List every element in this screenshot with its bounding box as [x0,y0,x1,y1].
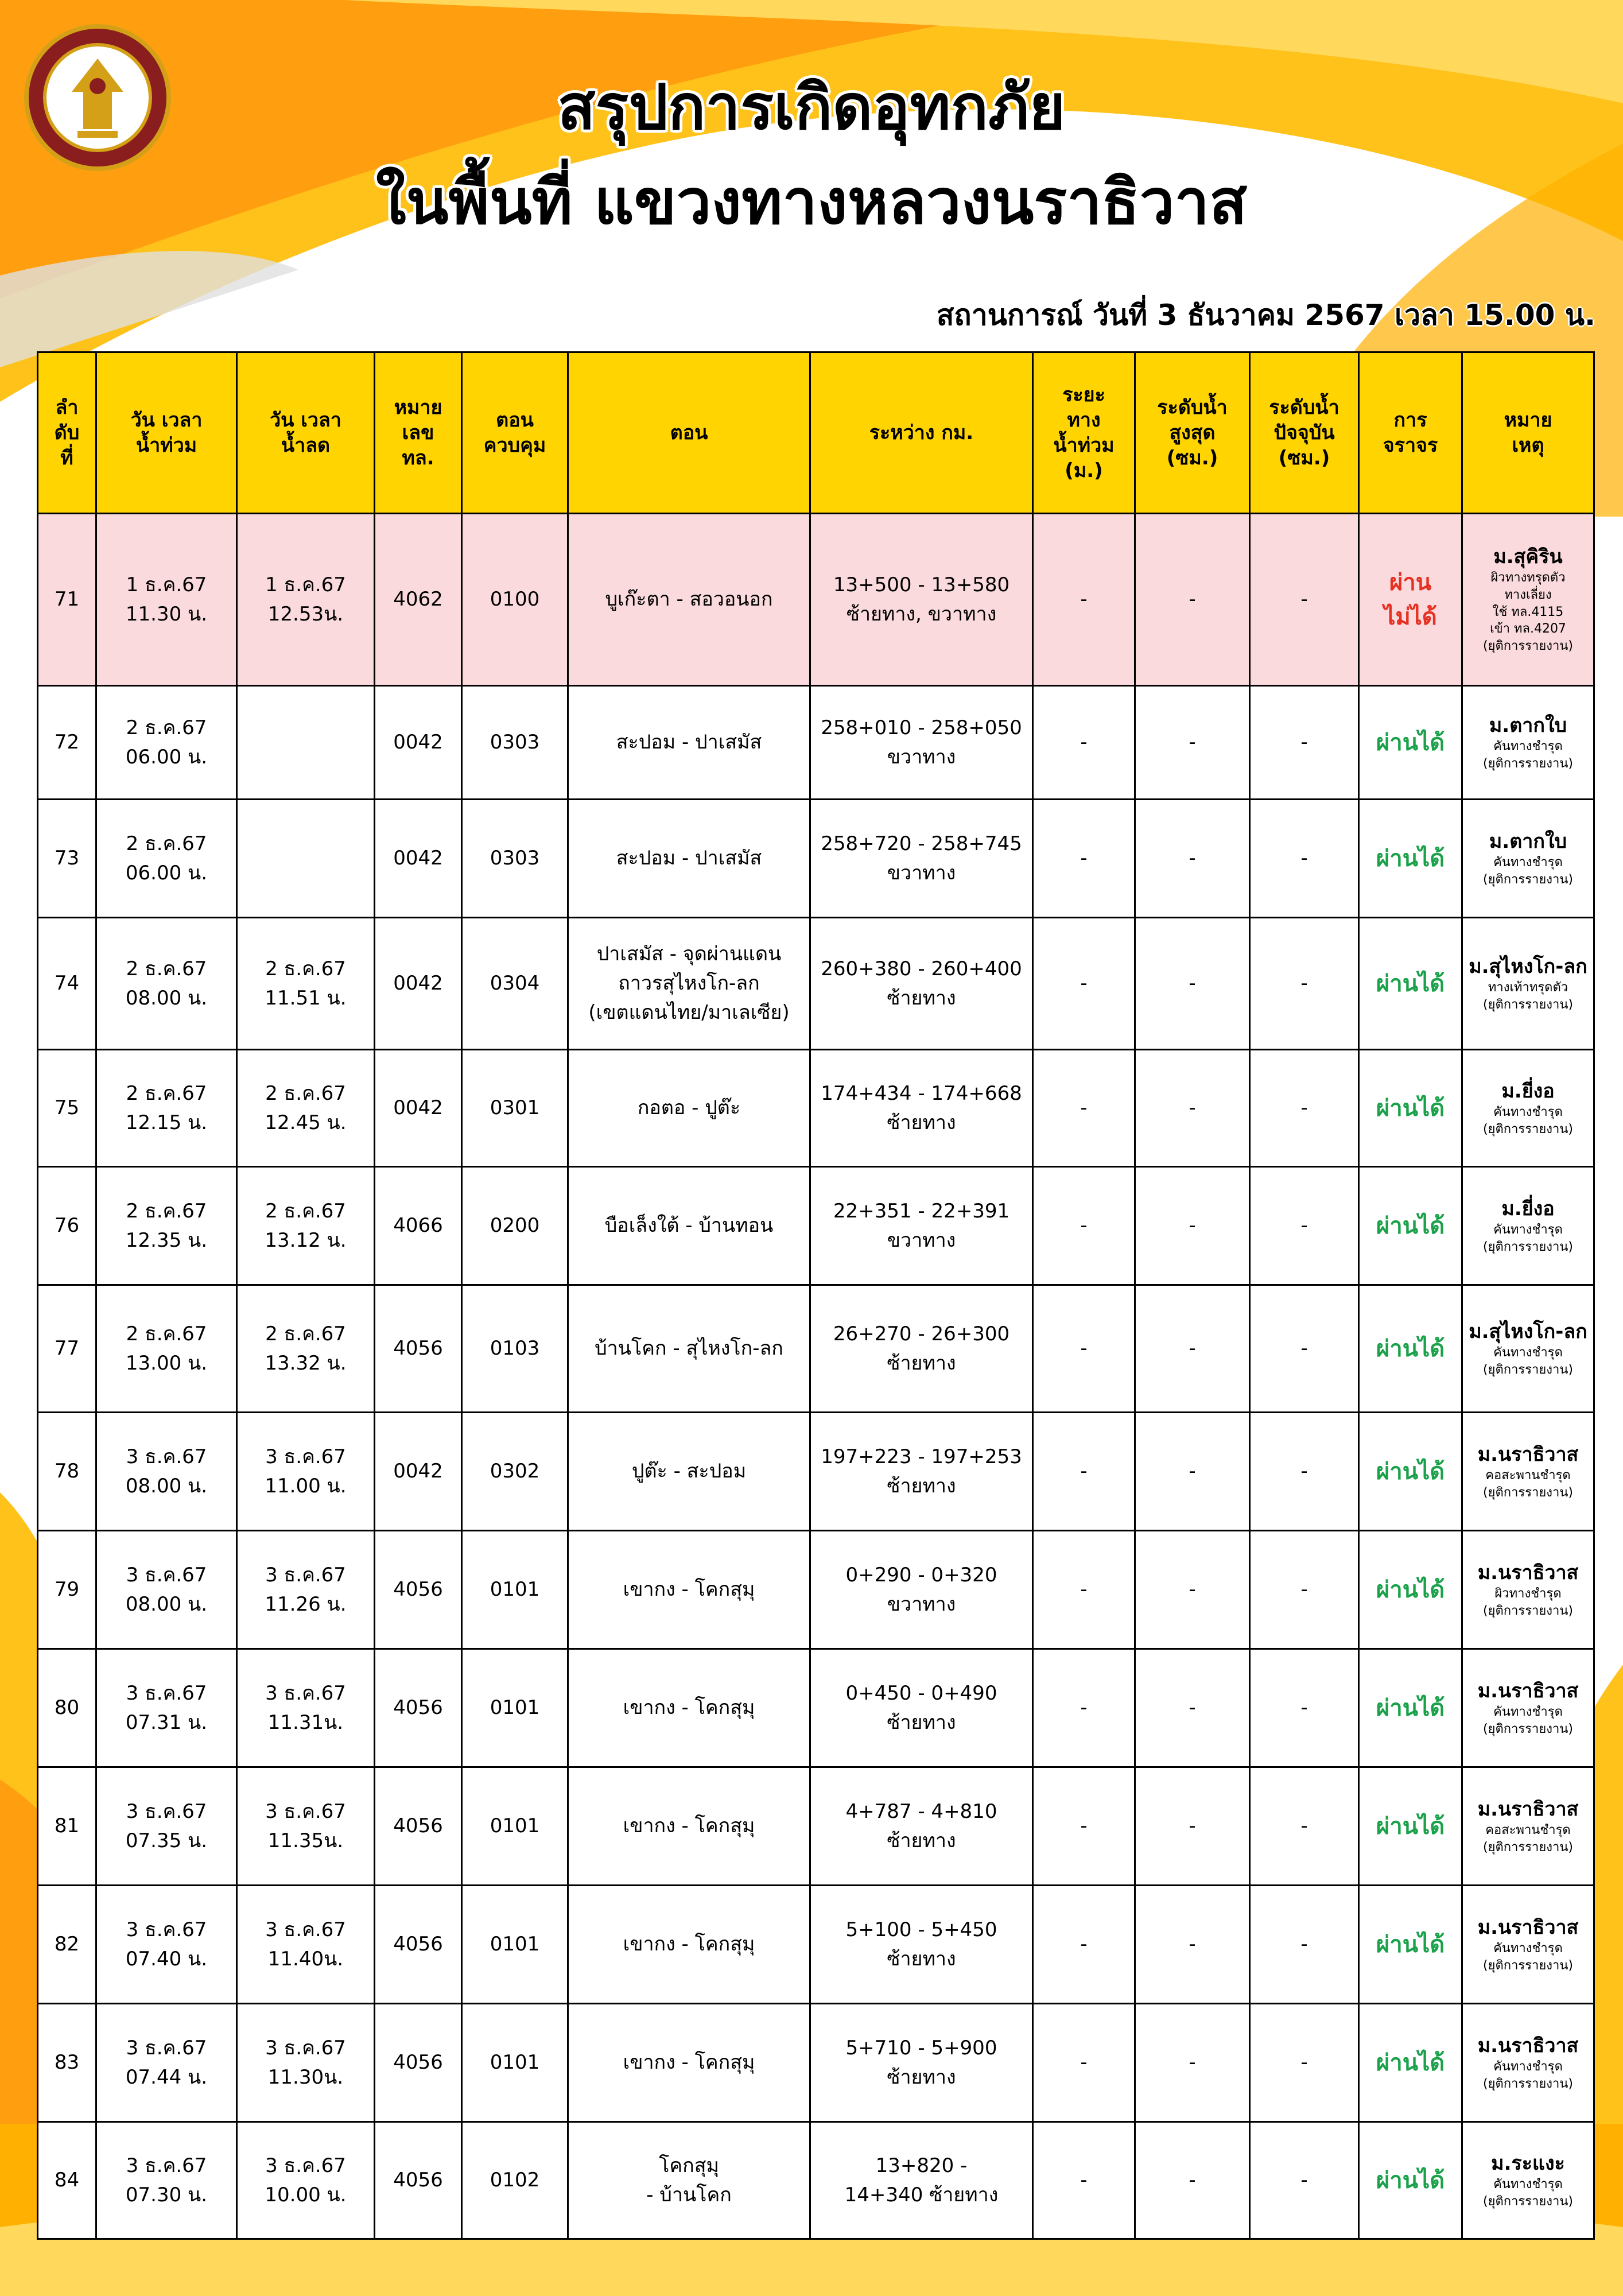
remark-cell [1462,514,1594,686]
table-row [38,1767,1594,1886]
recede-time-cell: 2 ธ.ค.67 13.32 น. [237,1285,375,1413]
control-section-cell: 0304 [462,918,568,1050]
remark-detail: คอสะพานชำรุด (ยุติการรายงาน) [1482,1822,1574,1855]
remark-cell [1462,1649,1594,1767]
flood-time-cell: 2 ธ.ค.67 08.00 น. [96,918,237,1050]
remark-district: ม.นราธิวาส [1477,2034,1579,2057]
control-section-cell: 0301 [462,1050,568,1167]
km-range-cell: 4+787 - 4+810 ซ้ายทาง [810,1767,1033,1886]
current-water-level-cell: - [1250,2122,1359,2239]
route-number-cell: 0042 [375,1050,462,1167]
table-row [38,1050,1594,1167]
row-number-cell: 73 [38,800,96,918]
current-water-level-cell: - [1250,2004,1359,2122]
traffic-status-cell: ผ่านได้ [1359,1285,1462,1413]
max-water-level-cell: - [1135,1285,1250,1413]
recede-time-cell: 3 ธ.ค.67 11.00 น. [237,1413,375,1531]
col-remark-header: หมาย เหตุ [1462,352,1594,514]
page-title-line2: ในพื้นที่ แขวงทางหลวงนราธิวาส [375,166,1248,238]
current-water-level-cell: - [1250,1531,1359,1649]
current-water-level-cell: - [1250,1649,1359,1767]
km-range-cell: 13+820 - 14+340 ซ้ายทาง [810,2122,1033,2239]
flood-distance-cell: - [1033,1886,1135,2004]
flood-time-cell: 2 ธ.ค.67 12.15 น. [96,1050,237,1167]
table-row [38,1285,1594,1413]
route-number-cell: 0042 [375,800,462,918]
control-section-cell: 0302 [462,1413,568,1531]
km-range-cell: 13+500 - 13+580 ซ้ายทาง, ขวาทาง [810,514,1033,686]
row-number-cell: 75 [38,1050,96,1167]
recede-time-cell: 3 ธ.ค.67 11.35น. [237,1767,375,1886]
recede-time-cell: 3 ธ.ค.67 10.00 น. [237,2122,375,2239]
row-number-cell: 79 [38,1531,96,1649]
remark-detail: ทางเท้าทรุดตัว (ยุติการรายงาน) [1482,980,1574,1012]
remark-detail: คันทางชำรุด (ยุติการรายงาน) [1482,1345,1574,1377]
remark-detail: คันทางชำรุด (ยุติการรายงาน) [1482,739,1574,771]
recede-time-cell: 3 ธ.ค.67 11.26 น. [237,1531,375,1649]
row-number-cell: 80 [38,1649,96,1767]
remark-district: ม.ตากใบ [1489,829,1567,853]
flood-distance-cell: - [1033,1531,1135,1649]
remark-district: ม.ระแงะ [1491,2151,1565,2175]
flood-time-cell: 3 ธ.ค.67 08.00 น. [96,1531,237,1649]
flood-time-cell: 3 ธ.ค.67 07.31 น. [96,1649,237,1767]
col-no-header: ลำ ดับ ที่ [38,352,96,514]
recede-time-cell: 3 ธ.ค.67 11.30น. [237,2004,375,2122]
remark-detail: คันทางชำรุด (ยุติการรายงาน) [1482,1222,1574,1254]
route-number-cell: 0042 [375,1413,462,1531]
max-water-level-cell: - [1135,2122,1250,2239]
flood-distance-cell: - [1033,2122,1135,2239]
recede-time-cell: 2 ธ.ค.67 12.45 น. [237,1050,375,1167]
flood-time-cell: 2 ธ.ค.67 13.00 น. [96,1285,237,1413]
remark-cell [1462,1413,1594,1531]
route-number-cell: 0042 [375,918,462,1050]
remark-district: ม.นราธิวาส [1477,1797,1579,1821]
traffic-status-cell: ผ่านได้ [1359,1413,1462,1531]
section-name-cell: เขากง - โคกสุมุ [568,1531,810,1649]
section-name-cell: ปูต๊ะ - สะปอม [568,1413,810,1531]
current-water-level-cell: - [1250,514,1359,686]
control-section-cell: 0103 [462,1285,568,1413]
recede-time-cell [237,686,375,800]
remark-detail: คันทางชำรุด (ยุติการรายงาน) [1482,1941,1574,1973]
situation-timestamp: สถานการณ์ วันที่ 3 ธันวาคม 2567 เวลา 15.00 น. [936,298,1595,332]
traffic-status-cell: ผ่านได้ [1359,1050,1462,1167]
traffic-status-cell: ผ่านได้ [1359,1167,1462,1285]
traffic-status-cell: ผ่านได้ [1359,1886,1462,2004]
control-section-cell: 0102 [462,2122,568,2239]
max-water-level-cell: - [1135,514,1250,686]
km-range-cell: 0+290 - 0+320 ขวาทาง [810,1531,1033,1649]
remark-detail: คันทางชำรุด (ยุติการรายงาน) [1482,2177,1574,2209]
control-section-cell: 0101 [462,1886,568,2004]
traffic-status-cell: ผ่านได้ [1359,800,1462,918]
section-name-cell: ปาเสมัส - จุดผ่านแดน ถาวรสุไหงโก-ลก (เขตแดนไทย/มาเลเซีย) [568,918,810,1050]
table-row [38,800,1594,918]
km-range-cell: 258+720 - 258+745 ขวาทาง [810,800,1033,918]
page-title-line1: สรุปการเกิดอุทกภัย [557,72,1066,144]
remark-cell [1462,2004,1594,2122]
route-number-cell: 4066 [375,1167,462,1285]
remark-district: ม.สุคิริน [1493,545,1563,569]
max-water-level-cell: - [1135,1649,1250,1767]
col-route-header: หมาย เลข ทล. [375,352,462,514]
remark-cell [1462,686,1594,800]
km-range-cell: 22+351 - 22+391 ขวาทาง [810,1167,1033,1285]
flood-time-cell: 3 ธ.ค.67 07.44 น. [96,2004,237,2122]
max-water-level-cell: - [1135,800,1250,918]
row-number-cell: 71 [38,514,96,686]
traffic-status-cell: ผ่านได้ [1359,918,1462,1050]
row-number-cell: 76 [38,1167,96,1285]
remark-detail: คันทางชำรุด (ยุติการรายงาน) [1482,855,1574,887]
current-water-level-cell: - [1250,918,1359,1050]
table-row [38,1167,1594,1285]
traffic-status-cell: ผ่านได้ [1359,1531,1462,1649]
col-flood-time-header: วัน เวลา น้ำท่วม [96,352,237,514]
recede-time-cell [237,800,375,918]
current-water-level-cell: - [1250,800,1359,918]
km-range-cell: 5+100 - 5+450 ซ้ายทาง [810,1886,1033,2004]
traffic-status-cell: ผ่านได้ [1359,686,1462,800]
section-name-cell: เขากง - โคกสุมุ [568,1767,810,1886]
table-row [38,514,1594,686]
max-water-level-cell: - [1135,1167,1250,1285]
remark-detail: คันทางชำรุด (ยุติการรายงาน) [1482,1704,1574,1736]
current-water-level-cell: - [1250,1886,1359,2004]
route-number-cell: 4056 [375,1886,462,2004]
col-km-header: ระหว่าง กม. [810,352,1033,514]
flood-distance-cell: - [1033,1767,1135,1886]
col-section-header: ตอน [568,352,810,514]
table-row [38,2122,1594,2239]
route-number-cell: 4056 [375,2122,462,2239]
max-water-level-cell: - [1135,1767,1250,1886]
route-number-cell: 0042 [375,686,462,800]
section-name-cell: โคกสุมุ - บ้านโคก [568,2122,810,2239]
current-water-level-cell: - [1250,1767,1359,1886]
max-water-level-cell: - [1135,1886,1250,2004]
route-number-cell: 4062 [375,514,462,686]
flood-distance-cell: - [1033,2004,1135,2122]
row-number-cell: 78 [38,1413,96,1531]
traffic-status-cell: ผ่าน ไม่ได้ [1359,514,1462,686]
control-section-cell: 0101 [462,1649,568,1767]
remark-district: ม.นราธิวาส [1477,1561,1579,1584]
section-name-cell: บูเก๊ะตา - สอวอนอก [568,514,810,686]
row-number-cell: 77 [38,1285,96,1413]
flood-distance-cell: - [1033,918,1135,1050]
remark-cell [1462,1531,1594,1649]
section-name-cell: เขากง - โคกสุมุ [568,2004,810,2122]
recede-time-cell: 3 ธ.ค.67 11.40น. [237,1886,375,2004]
table-row [38,686,1594,800]
km-range-cell: 26+270 - 26+300 ซ้ายทาง [810,1285,1033,1413]
row-number-cell: 72 [38,686,96,800]
col-max-level-header: ระดับน้ำ สูงสุด (ซม.) [1135,352,1250,514]
section-name-cell: สะปอม - ปาเสมัส [568,800,810,918]
km-range-cell: 5+710 - 5+900 ซ้ายทาง [810,2004,1033,2122]
remark-district: ม.ตากใบ [1489,713,1567,737]
section-name-cell: สะปอม - ปาเสมัส [568,686,810,800]
row-number-cell: 81 [38,1767,96,1886]
km-range-cell: 0+450 - 0+490 ซ้ายทาง [810,1649,1033,1767]
remark-cell [1462,800,1594,918]
table-header-row [38,352,1594,514]
km-range-cell: 260+380 - 260+400 ซ้ายทาง [810,918,1033,1050]
row-number-cell: 84 [38,2122,96,2239]
table-row [38,1886,1594,2004]
remark-district: ม.นราธิวาส [1477,1915,1579,1939]
row-number-cell: 74 [38,918,96,1050]
max-water-level-cell: - [1135,1531,1250,1649]
remark-cell [1462,1167,1594,1285]
remark-cell [1462,918,1594,1050]
route-number-cell: 4056 [375,1767,462,1886]
table-row [38,918,1594,1050]
row-number-cell: 82 [38,1886,96,2004]
recede-time-cell: 3 ธ.ค.67 11.31น. [237,1649,375,1767]
table-row [38,1413,1594,1531]
section-name-cell: บ้านโคก - สุไหงโก-ลก [568,1285,810,1413]
col-recede-time-header: วัน เวลา น้ำลด [237,352,375,514]
section-name-cell: บือเล็งใต้ - บ้านทอน [568,1167,810,1285]
control-section-cell: 0101 [462,2004,568,2122]
table-body [38,514,1594,2239]
max-water-level-cell: - [1135,1050,1250,1167]
remark-district: ม.สุไหงโก-ลก [1469,955,1587,978]
flood-time-cell: 3 ธ.ค.67 07.35 น. [96,1767,237,1886]
remark-detail: คอสะพานชำรุด (ยุติการรายงาน) [1482,1468,1574,1500]
traffic-status-cell: ผ่านได้ [1359,2122,1462,2239]
remark-cell [1462,2122,1594,2239]
remark-district: ม.ยี่งอ [1501,1079,1555,1103]
remark-detail: คันทางชำรุด (ยุติการรายงาน) [1482,1104,1574,1137]
route-number-cell: 4056 [375,1285,462,1413]
control-section-cell: 0200 [462,1167,568,1285]
flood-time-cell: 2 ธ.ค.67 06.00 น. [96,800,237,918]
current-water-level-cell: - [1250,686,1359,800]
remark-district: ม.นราธิวาส [1477,1442,1579,1466]
table-row [38,1649,1594,1767]
control-section-cell: 0101 [462,1531,568,1649]
control-section-cell: 0101 [462,1767,568,1886]
flood-distance-cell: - [1033,800,1135,918]
flood-time-cell: 3 ธ.ค.67 07.40 น. [96,1886,237,2004]
flood-distance-cell: - [1033,1413,1135,1531]
km-range-cell: 174+434 - 174+668 ซ้ายทาง [810,1050,1033,1167]
col-current-level-header: ระดับน้ำ ปัจจุบัน (ซม.) [1250,352,1359,514]
recede-time-cell: 2 ธ.ค.67 13.12 น. [237,1167,375,1285]
control-section-cell: 0303 [462,686,568,800]
flood-time-cell: 3 ธ.ค.67 07.30 น. [96,2122,237,2239]
remark-cell [1462,1285,1594,1413]
route-number-cell: 4056 [375,2004,462,2122]
table-row [38,2004,1594,2122]
remark-cell [1462,1886,1594,2004]
current-water-level-cell: - [1250,1050,1359,1167]
remark-district: ม.นราธิวาส [1477,1679,1579,1702]
traffic-status-cell: ผ่านได้ [1359,2004,1462,2122]
remark-district: ม.ยี่งอ [1501,1197,1555,1220]
remark-detail: คันทางชำรุด (ยุติการรายงาน) [1482,2059,1574,2091]
row-number-cell: 83 [38,2004,96,2122]
flood-time-cell: 2 ธ.ค.67 06.00 น. [96,686,237,800]
current-water-level-cell: - [1250,1413,1359,1531]
route-number-cell: 4056 [375,1649,462,1767]
flood-distance-cell: - [1033,1285,1135,1413]
flood-time-cell: 3 ธ.ค.67 08.00 น. [96,1413,237,1531]
col-traffic-header: การ จราจร [1359,352,1462,514]
max-water-level-cell: - [1135,918,1250,1050]
current-water-level-cell: - [1250,1285,1359,1413]
section-name-cell: เขากง - โคกสุมุ [568,1649,810,1767]
remark-detail: ผิวทางชำรุด (ยุติการรายงาน) [1482,1586,1574,1618]
flood-distance-cell: - [1033,1050,1135,1167]
col-distance-header: ระยะ ทาง น้ำท่วม (ม.) [1033,352,1135,514]
col-control-header: ตอน ควบคุม [462,352,568,514]
recede-time-cell: 1 ธ.ค.67 12.53น. [237,514,375,686]
current-water-level-cell: - [1250,1167,1359,1285]
section-name-cell: เขากง - โคกสุมุ [568,1886,810,2004]
recede-time-cell: 2 ธ.ค.67 11.51 น. [237,918,375,1050]
flood-distance-cell: - [1033,686,1135,800]
flood-time-cell: 1 ธ.ค.67 11.30 น. [96,514,237,686]
flood-time-cell: 2 ธ.ค.67 12.35 น. [96,1167,237,1285]
traffic-status-cell: ผ่านได้ [1359,1649,1462,1767]
section-name-cell: กอตอ - ปูต๊ะ [568,1050,810,1167]
route-number-cell: 4056 [375,1531,462,1649]
flood-distance-cell: - [1033,1167,1135,1285]
control-section-cell: 0100 [462,514,568,686]
remark-detail: ผิวทางทรุดตัว ทางเลี่ยง ใช้ ทล.4115 เข้า ทล.4207 (ยุติการรายงาน) [1482,571,1574,654]
max-water-level-cell: - [1135,686,1250,800]
flood-distance-cell: - [1033,1649,1135,1767]
km-range-cell: 258+010 - 258+050 ขวาทาง [810,686,1033,800]
flood-summary-table [37,351,1595,2240]
control-section-cell: 0303 [462,800,568,918]
table-row [38,1531,1594,1649]
remark-cell [1462,1050,1594,1167]
remark-cell [1462,1767,1594,1886]
remark-district: ม.สุไหงโก-ลก [1469,1320,1587,1343]
max-water-level-cell: - [1135,1413,1250,1531]
max-water-level-cell: - [1135,2004,1250,2122]
traffic-status-cell: ผ่านได้ [1359,1767,1462,1886]
km-range-cell: 197+223 - 197+253 ซ้ายทาง [810,1413,1033,1531]
flood-distance-cell: - [1033,514,1135,686]
